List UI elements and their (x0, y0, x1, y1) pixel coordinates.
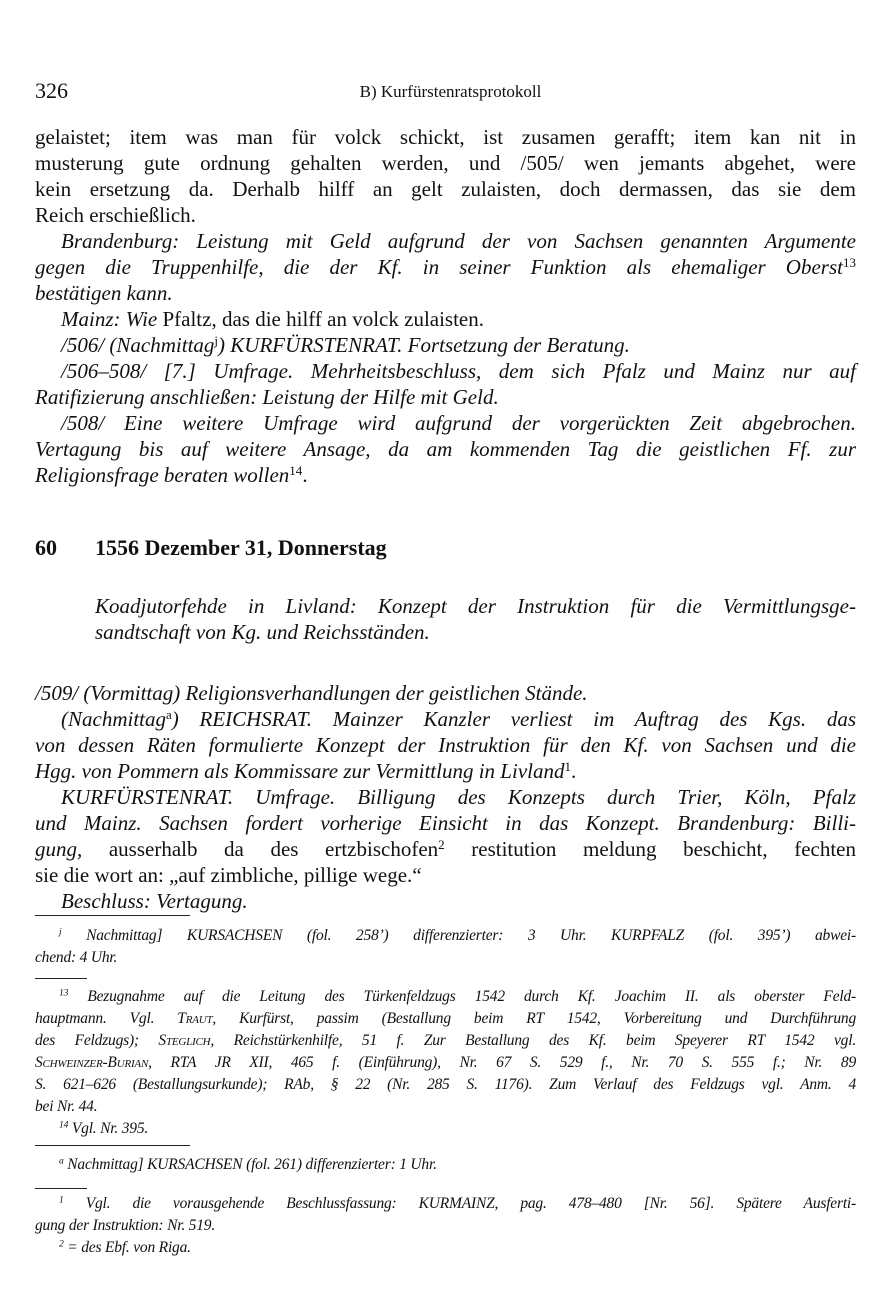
footnote-rule (35, 978, 87, 979)
text-segment: gelaistet; item was man für volck schickt, ist zusamen gerafft; item kan nit in (35, 125, 856, 149)
document-number: 60 (35, 535, 57, 560)
text-line (35, 436, 856, 462)
text-segment: bei Nr. 44. (35, 1098, 98, 1115)
text-segment: , RTA JR XII, 465 f. (Einführung), Nr. 67 S. 529 f., Nr. 70 S. 555 f.; Nr. 89 (148, 1054, 856, 1071)
text-line (35, 306, 856, 332)
text-line (35, 358, 856, 384)
text-line (35, 1215, 856, 1237)
text-line (35, 862, 856, 888)
text-line (35, 462, 856, 488)
text-segment: musterung gute ordnung gehalten werden, und /505/ wen jemants abgehet, were (35, 151, 856, 175)
text-segment: Ratifizierung anschließen: Leistung der Hilfe mit Geld. (35, 385, 499, 409)
text-segment: Pfaltz, das die hilff an volck zulaisten. (157, 307, 485, 331)
text-line (35, 758, 856, 784)
text-segment: . (302, 463, 308, 487)
text-segment: ausserhalb da des ertzbischofen (82, 837, 439, 861)
footnote-marker: 2 (438, 836, 445, 852)
text-line (35, 947, 856, 969)
text-line (35, 1074, 856, 1096)
text-line (35, 986, 856, 1008)
text-segment: Hgg. von Pommern als Kommissare zur Vermittlung in Livland (35, 759, 565, 783)
notes-footnotes-2 (35, 1193, 856, 1259)
text-line (35, 1193, 856, 1215)
text-line (35, 410, 856, 436)
protocol-text (35, 680, 856, 914)
text-line (35, 332, 856, 358)
text-segment: (Nachmittag (61, 707, 166, 731)
text-line (35, 1052, 856, 1074)
footnote-marker: a (59, 1155, 64, 1167)
running-title: B) Kurfürstenratsprotokoll (359, 82, 542, 101)
text-segment: ) REICHSRAT. Mainzer Kanzler verliest im Auftrag des Kgs. das (171, 707, 856, 731)
text-segment: gung der Instruktion: Nr. 519. (35, 1217, 216, 1234)
text-line (35, 619, 856, 645)
footnote-marker: 14 (289, 462, 303, 478)
text-segment: restitution meldung beschicht, fechten (444, 837, 856, 861)
text-segment: Steglich (158, 1032, 211, 1049)
text-segment: ) KURFÜRSTENRAT. Fortsetzung der Beratung. (218, 333, 630, 357)
text-line (35, 888, 856, 914)
text-segment: Schweinzer-Burian (35, 1054, 149, 1071)
text-line (35, 1030, 856, 1052)
footnote-marker: a (166, 706, 172, 722)
text-line (35, 732, 856, 758)
footnote-rule (35, 1188, 87, 1189)
text-segment: /506–508/ [7.] Umfrage. Mehrheitsbeschluss, dem sich Pfalz und Mainz nur auf (61, 359, 856, 383)
document-date: 1556 Dezember 31, Donnerstag (95, 535, 387, 560)
text-line (35, 706, 856, 732)
text-line (35, 150, 856, 176)
footnote-marker: 13 (59, 987, 69, 999)
text-segment: sie die wort an: „auf zimbliche, pillige wege.“ (35, 863, 422, 887)
variant-footnotes-1 (35, 925, 856, 969)
text-segment: /506/ (Nachmittag (61, 333, 215, 357)
footnote-marker: 14 (59, 1119, 69, 1131)
text-line (35, 1118, 856, 1140)
footnote-marker: 2 (59, 1238, 64, 1250)
footnote-marker: 13 (842, 254, 856, 270)
text-segment: Beschluss: Vertagung. (61, 889, 248, 913)
footnote-marker: j (214, 332, 219, 348)
text-segment: Vgl. die vorausgehende Beschlussfassung: KURMAINZ, pag. 478–480 [Nr. 56]. Spätere Ausferti- (63, 1195, 856, 1212)
footnote-rule (35, 1145, 190, 1146)
text-segment: Religionsfrage beraten wollen (35, 463, 290, 487)
text-segment: sandtschaft von Kg. und Reichsständen. (95, 620, 430, 644)
text-segment: Bezugnahme auf die Leitung des Türkenfeldzugs 1542 durch Kf. Joachim II. als oberster Feld- (68, 988, 856, 1005)
text-segment: . (571, 759, 577, 783)
footnote-marker: 1 (59, 1194, 64, 1206)
text-line (35, 384, 856, 410)
text-segment: gung, (35, 837, 83, 861)
text-line (35, 254, 856, 280)
page-number: 326 (35, 78, 68, 103)
text-line (35, 124, 856, 150)
text-line (35, 228, 856, 254)
text-segment: /509/ (Vormittag) Religionsverhandlungen der geistlichen Stände. (35, 681, 588, 705)
text-segment: und Mainz. Sachsen fordert vorherige Einsicht in das Konzept. Brandenburg: Billi- (35, 811, 856, 835)
text-line (35, 680, 856, 706)
text-segment: kein ersetzung da. Derhalb hilff an gelt zulaisten, doch dermassen, das sie dem (35, 177, 856, 201)
text-segment: Reich erschießlich. (35, 203, 196, 227)
text-line (35, 593, 856, 619)
text-segment: von dessen Räten formulierte Konzept der Instruktion für den Kf. von Sachsen und die (35, 733, 856, 757)
text-segment: Nachmittag] KURSACHSEN (fol. 258’) differenzierter: 3 Uhr. KURPFALZ (fol. 395’) abwei- (61, 927, 856, 944)
footnote-marker: j (59, 926, 62, 938)
text-segment: = des Ebf. von Riga. (63, 1239, 191, 1256)
text-line (35, 202, 856, 228)
document-summary (35, 593, 856, 645)
footnote-marker: 1 (564, 758, 571, 774)
text-segment: Koadjutorfehde in Livland: Konzept der Instruktion für die Vermittlungsge- (95, 594, 856, 618)
text-segment: Nachmittag] KURSACHSEN (fol. 261) differenzierter: 1 Uhr. (63, 1156, 437, 1173)
text-segment: Brandenburg: Leistung mit Geld aufgrund der von Sachsen genannten Argumente (61, 229, 856, 253)
text-segment: /508/ Eine weitere Umfrage wird aufgrund der vorgerückten Zeit abgebrochen. (61, 411, 856, 435)
protocol-text-continued (35, 124, 856, 488)
text-segment: Traut (177, 1010, 213, 1027)
text-line (35, 836, 856, 862)
text-segment: S. 621–626 (Bestallungsurkunde); RAb, § 22 (Nr. 285 S. 1176). Zum Verlauf des Feldzugs vgl. Anm. 4 (35, 1076, 856, 1093)
text-segment: bestätigen kann. (35, 281, 173, 305)
text-segment: hauptmann. Vgl. (35, 1010, 178, 1027)
text-segment: KURFÜRSTENRAT. Umfrage. Billigung des Konzepts durch Trier, Köln, Pfalz (61, 785, 856, 809)
text-line (35, 925, 856, 947)
text-line (35, 810, 856, 836)
text-line (35, 1237, 856, 1259)
text-segment: , Reichstürkenhilfe, 51 f. Zur Bestallung des Kf. beim Speyerer RT 1542 vgl. (210, 1032, 857, 1049)
text-line (35, 280, 856, 306)
text-line (35, 1096, 856, 1118)
text-line (35, 1154, 856, 1176)
text-line (35, 176, 856, 202)
text-segment: Vgl. Nr. 395. (68, 1120, 149, 1137)
variant-footnotes-2 (35, 1154, 856, 1176)
text-segment: des Feldzugs); (35, 1032, 159, 1049)
text-segment: chend: 4 Uhr. (35, 949, 118, 966)
text-segment: Mainz: Wie (61, 307, 158, 331)
footnote-rule (35, 915, 190, 916)
text-line (35, 1008, 856, 1030)
text-segment: Vertagung bis auf weitere Ansage, da am kommenden Tag die geistlichen Ff. zur (35, 437, 856, 461)
text-line (35, 784, 856, 810)
text-segment: , Kurfürst, passim (Bestallung beim RT 1542, Vorbereitung und Durchführung (212, 1010, 856, 1027)
text-segment: gegen die Truppenhilfe, die der Kf. in seiner Funktion als ehemaliger Oberst (35, 255, 843, 279)
notes-footnotes-1 (35, 986, 856, 1140)
document-heading (35, 535, 387, 561)
